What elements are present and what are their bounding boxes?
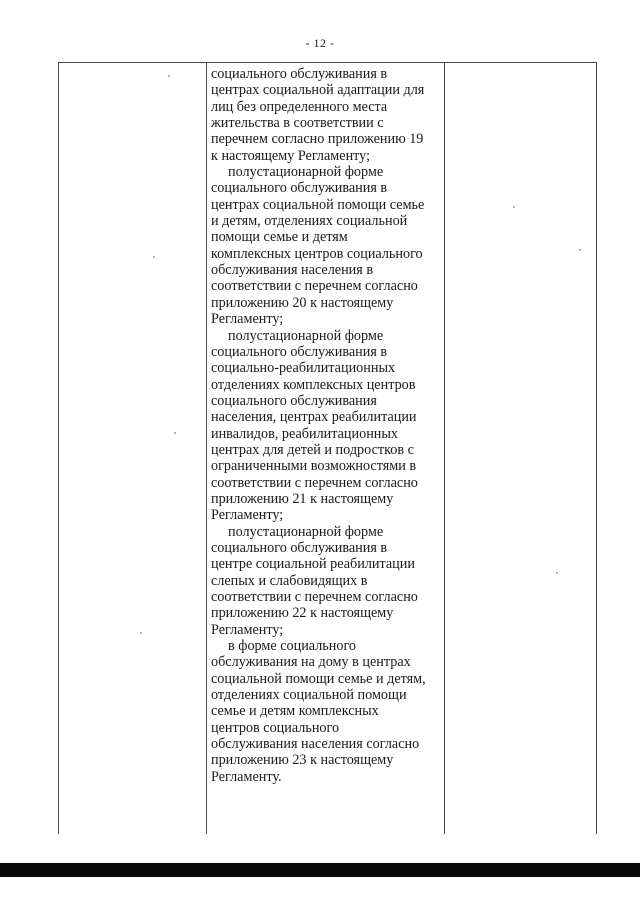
table-cell-text <box>211 66 441 785</box>
table-right-border <box>596 62 597 834</box>
scan-speck <box>168 75 170 77</box>
column-divider-left <box>206 62 207 834</box>
paragraph-1: социального обслуживания в центрах социальной адаптации для лиц без определенного места жительства в соответствии с перечнем согласно приложению 19 к настоящему Регламенту; <box>211 66 425 164</box>
scan-bottom-band <box>0 863 640 877</box>
scan-speck <box>579 249 581 251</box>
scan-speck <box>174 432 176 434</box>
scan-speck <box>513 206 515 208</box>
paragraph-5: в форме социального обслуживания на дому в центрах социальной помощи семье и детям, отделениях социальной помощи семье и детям комплексных центров социального обслуживания населения согласно приложению 23 к настоящему Регламенту. <box>211 638 426 785</box>
scan-speck <box>140 632 142 634</box>
paragraph-4: полустационарной форме социального обслуживания в центре социальной реабилитации слепых и слабовидящих в соответствии с перечнем согласно приложению 22 к настоящему Регламенту; <box>211 523 418 638</box>
scan-speck <box>556 572 558 574</box>
page-number: - 12 - <box>305 36 335 50</box>
table-top-border <box>58 62 597 63</box>
paragraph-2: полустационарной форме социального обслуживания в центрах социальной помощи семье и детям, отделениях социальной помощи семье и детям комплексных центров социального обслуживания населения в соответствии с перечнем согласно приложению 20 к настоящему Регламенту; <box>211 164 425 328</box>
paragraph-3: полустационарной форме социального обслуживания в социально-реабилитационных отделениях комплексных центров социального обслуживания населения, центрах реабилитации инвалидов, реабилитационных центрах для детей и подростков с ограниченными возможностями в соответствии с перечнем согласно приложению 21 к настоящему Регламенту; <box>211 327 418 524</box>
table-left-border <box>58 62 59 834</box>
scan-speck <box>153 256 155 258</box>
column-divider-right <box>444 62 445 834</box>
